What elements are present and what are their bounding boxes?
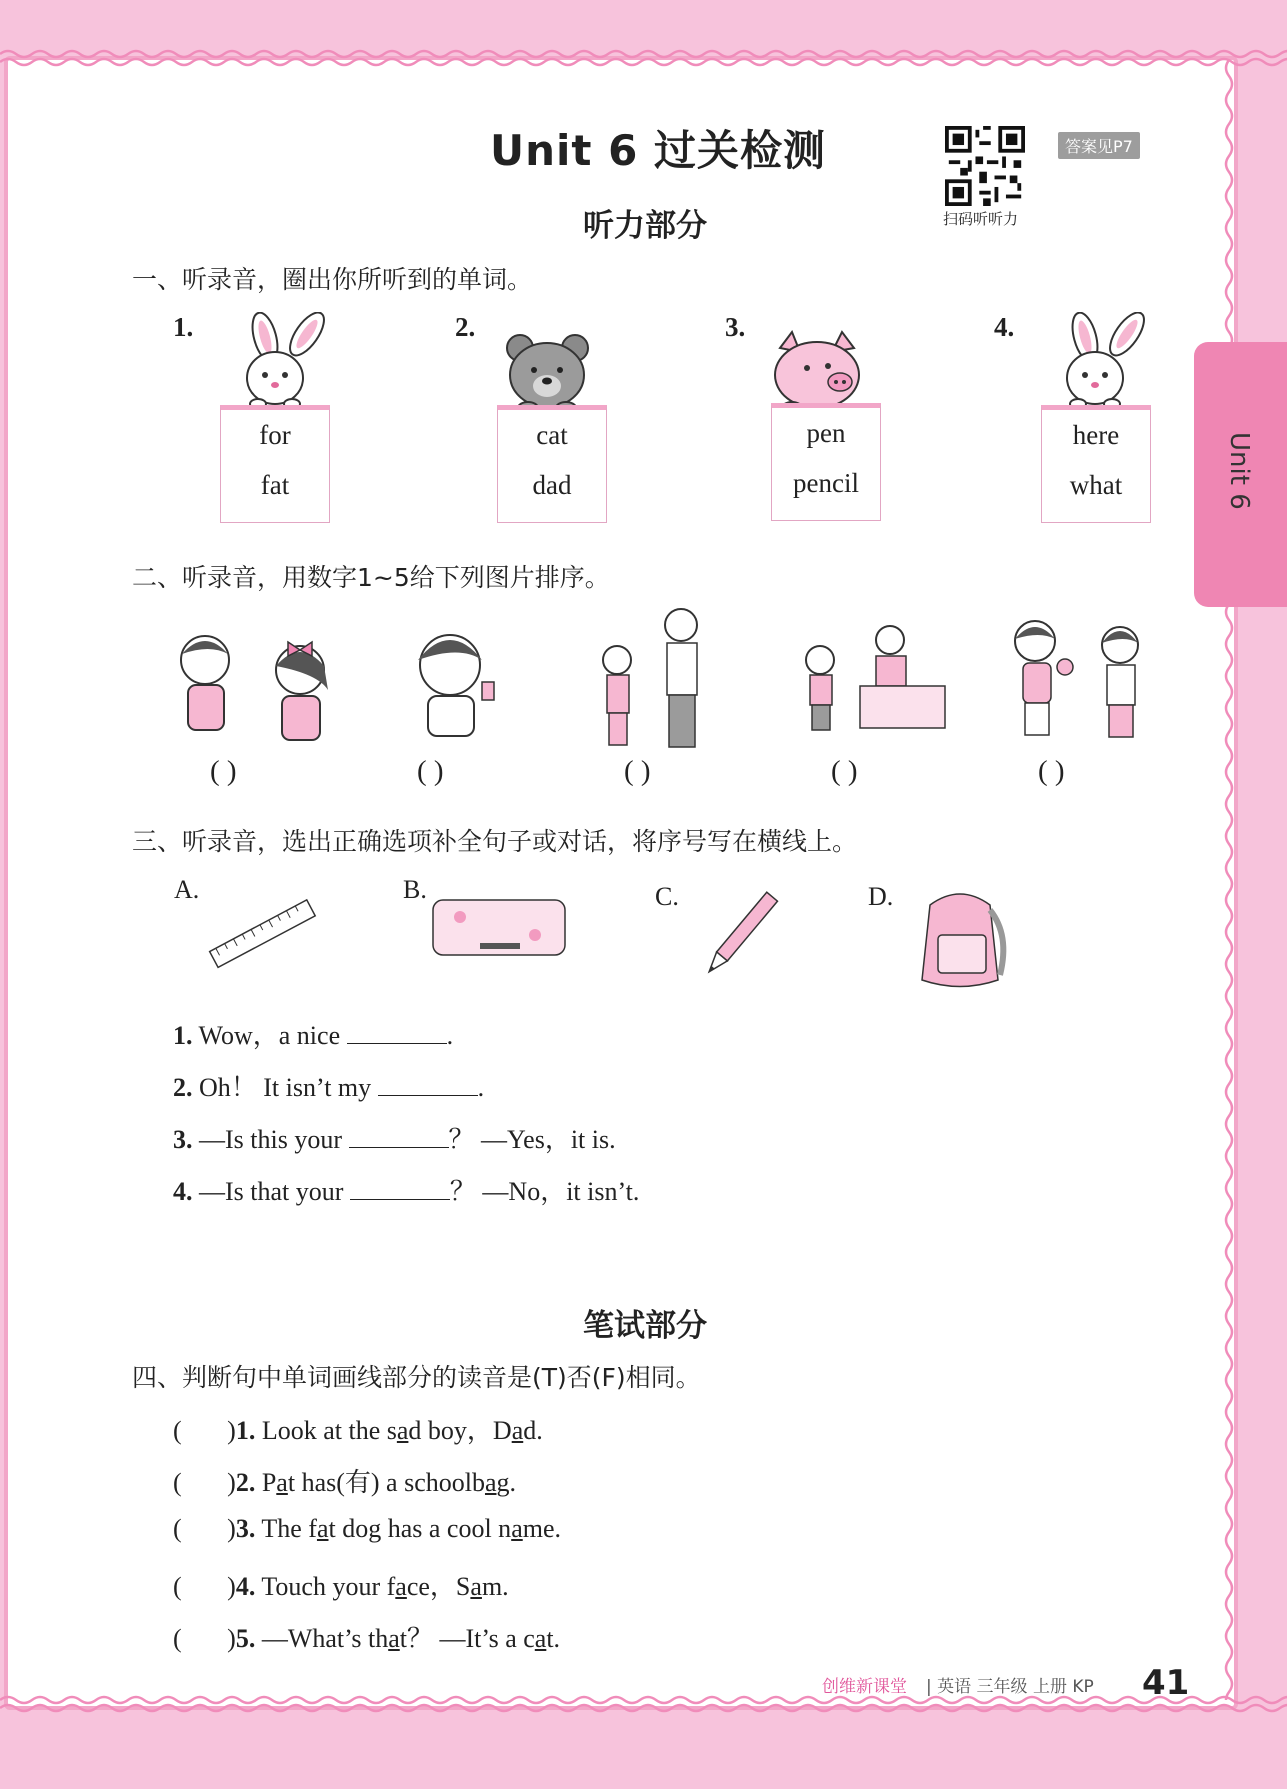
sentence-part: ce，S [406,1572,471,1601]
option-c-label: C. [655,882,679,911]
part3-sentence-4 [173,1171,639,1208]
sentence-part: d. [523,1416,543,1445]
schoolbag-icon [910,885,1015,995]
page-title: Unit 6 过关检测 [490,126,826,175]
bear-icon [500,330,595,415]
writing-section-title: 笔试部分 [583,1308,707,1344]
word-option[interactable]: fat [260,470,290,500]
part3-heading: 三、听录音，选出正确选项补全句子或对话，将序号写在横线上。 [132,827,858,856]
sentence-text: —Is this your [199,1125,342,1154]
answer-reference-badge: 答案见P7 [1058,132,1140,159]
part2-heading: 二、听录音，用数字1~5给下列图片排序。 [132,563,610,592]
underlined-letter: a [276,1468,288,1497]
answer-blank[interactable] [350,1177,450,1200]
girl-holding-eraser-picture [400,620,510,740]
footer-book-info: | 英语 三年级 上册 KP [926,1677,1094,1697]
item-number: 1. [235,1416,256,1445]
sentence-part: t dog has a cool n [328,1514,512,1543]
tf-answer-blank[interactable]: ( ) [173,1624,236,1653]
word-card-3 [771,403,881,521]
sentence-number: 1. [173,1021,193,1050]
underlined-letter: a [470,1572,482,1601]
sentence-number: 4. [173,1177,193,1206]
sentence-text: Oh！ It isn’t my [199,1073,372,1102]
item-number: 5. [235,1624,256,1653]
sentence-part: t. [546,1624,561,1653]
order-answer-blank-3[interactable]: ( ) [624,755,651,787]
tf-answer-blank[interactable]: ( ) [173,1572,236,1601]
sentence-number: 3. [173,1125,193,1154]
qr-code-icon[interactable] [945,126,1025,206]
part1-item-1-number: 1. [173,312,194,342]
part1-item-3-number: 3. [725,312,746,342]
right-wave-border [1220,60,1238,1700]
part1-item-2-number: 2. [455,312,476,342]
word-card-2 [497,405,607,523]
option-d-label: D. [868,882,894,911]
order-answer-blank-4[interactable]: ( ) [831,755,858,787]
sentence-part: Look at the s [261,1416,397,1445]
sentence-part: d boy，D [408,1416,512,1445]
sentence-part: —What’s th [261,1624,389,1653]
order-answer-blank-5[interactable]: ( ) [1038,755,1065,787]
unit-side-tab-label: Unit 6 [1224,432,1254,510]
sentence-part: The f [261,1514,317,1543]
sentence-end: . [446,1021,454,1050]
sentence-text: —Is that your [199,1177,344,1206]
part4-item-4 [173,1566,509,1603]
underlined-letter: a [511,1416,524,1445]
sentence-part: t？ —It’s a c [399,1624,535,1653]
word-option[interactable]: dad [532,470,572,500]
word-option[interactable]: here [1072,420,1120,450]
tf-answer-blank[interactable]: ( ) [173,1468,236,1497]
part3-sentence-1 [173,1015,453,1052]
option-b-label: B. [403,875,427,904]
word-card-4 [1041,405,1151,523]
boy-girl-greeting-picture [170,630,355,745]
part4-item-5 [173,1618,560,1655]
pencil-icon [695,885,785,985]
underlined-letter: a [396,1416,409,1445]
underlined-letter: a [388,1624,400,1653]
part4-item-3 [173,1514,561,1544]
word-option[interactable]: pen [806,418,846,448]
sentence-part: me. [522,1514,561,1543]
answer-blank[interactable] [378,1073,478,1096]
word-option[interactable]: for [259,420,291,450]
part4-item-2 [173,1462,516,1499]
part4-item-1 [173,1410,543,1447]
word-option[interactable]: pencil [793,468,859,498]
word-option[interactable]: cat [536,420,568,450]
page-number: 41 [1142,1663,1190,1703]
sentence-part: t has(有) a schoolb [287,1468,485,1497]
underlined-letter: a [534,1624,547,1653]
footer-brand: 创维新课堂 [822,1677,907,1697]
underlined-letter: a [316,1514,329,1543]
tf-answer-blank[interactable]: ( ) [173,1416,236,1445]
unit-side-tab [1194,342,1287,607]
sentence-part: g. [496,1468,517,1497]
sentence-part: P [261,1468,277,1497]
underlined-letter: a [511,1514,523,1543]
underlined-letter: a [395,1572,407,1601]
order-answer-blank-1[interactable]: ( ) [210,755,237,787]
sentence-text: Wow，a nice [198,1021,341,1050]
word-card-1 [220,405,330,523]
answer-blank[interactable] [349,1125,449,1148]
listening-section-title: 听力部分 [583,208,707,244]
rabbit-icon [1045,312,1160,412]
sentence-number: 2. [173,1073,193,1102]
boy-and-man-picture [595,605,725,750]
part1-item-4-number: 4. [994,312,1015,342]
part3-sentence-2 [173,1067,484,1104]
ruler-icon [205,895,320,975]
item-number: 3. [235,1514,256,1543]
sentence-part: m. [481,1572,509,1601]
qr-caption: 扫码听听力 [943,210,1019,228]
rabbit-icon [225,312,340,412]
sentence-end: ？ —Yes，it is. [448,1125,616,1154]
item-number: 4. [235,1572,256,1601]
part1-heading: 一、听录音，圈出你所听到的单词。 [132,265,533,294]
sentence-end: ？ —No，it isn’t. [449,1177,640,1206]
part4-heading: 四、判断句中单词画线部分的读音是(T)否(F)相同。 [132,1363,701,1392]
word-option[interactable]: what [1069,470,1123,500]
tf-answer-blank[interactable]: ( ) [173,1514,236,1543]
option-a-label: A. [174,875,200,904]
sentence-end: . [477,1073,485,1102]
part3-sentence-3 [173,1119,616,1156]
answer-blank[interactable] [347,1021,447,1044]
order-answer-blank-2[interactable]: ( ) [417,755,444,787]
shop-counter-picture [800,620,950,735]
girl-with-toy-and-boy-picture [1005,615,1155,740]
underlined-letter: a [484,1468,497,1497]
sentence-part: Touch your f [261,1572,396,1601]
top-wave-border [0,46,1287,70]
pencil-box-icon [430,895,570,965]
item-number: 2. [235,1468,256,1497]
